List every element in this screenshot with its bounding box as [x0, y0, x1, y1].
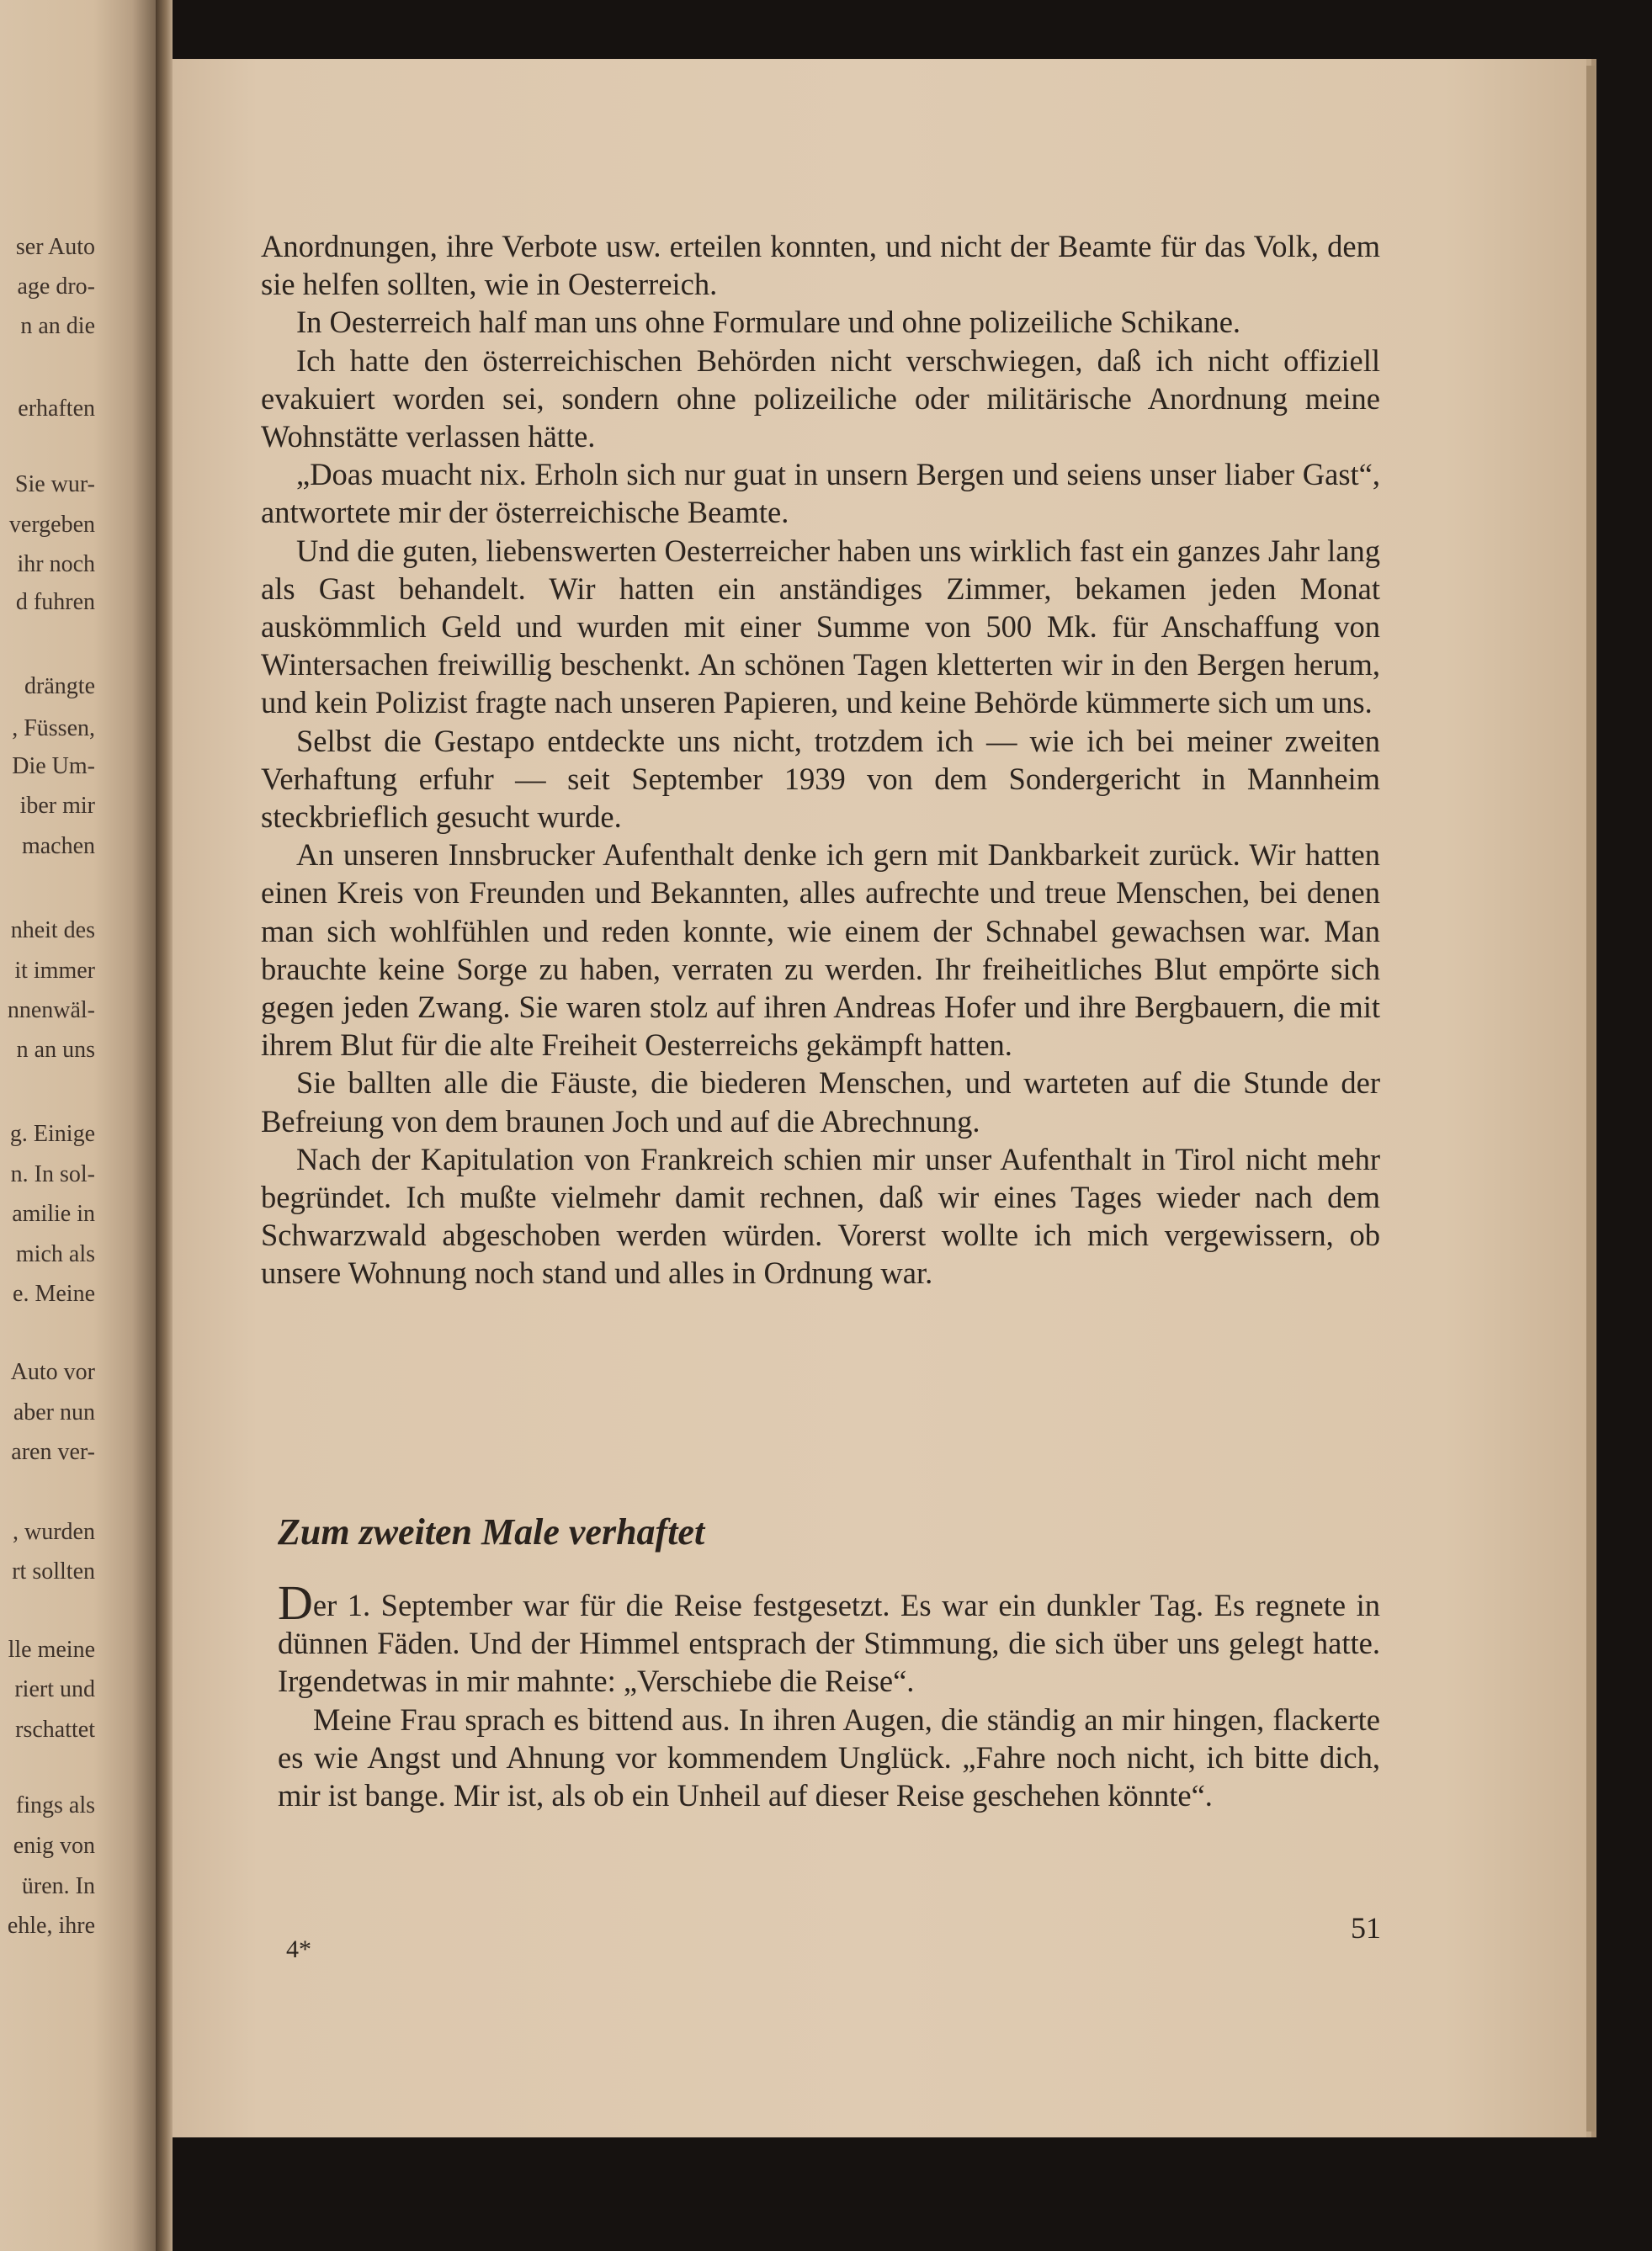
section-heading: Zum zweiten Male verhaftet: [278, 1511, 705, 1553]
paragraph: In Oesterreich half man uns ohne Formulare und ohne polizeiliche Schikane.: [296, 305, 1241, 340]
left-page-fragment: e. Meine: [13, 1281, 95, 1307]
paragraph: Nach der Kapitulation von Frankreich schien mir unser Aufenthalt in Tirol nicht mehr begründet. Ich mußte vielmehr damit rechnen, daß wir eines Tages wieder nach dem Schwarzwald abgeschoben werden würden. Vorerst wollte ich mich vergewissern, ob unsere Wohnung noch stand und alles in Ordnung war.: [261, 1141, 1380, 1291]
left-page-fragment: n an uns: [16, 1037, 95, 1063]
paragraph: Ich hatte den österreichischen Behörden nicht verschwiegen, daß ich nicht offiziell evakuiert worden sei, sondern ohne polizeiliche oder militärische Anordnung meine Wohnstätte verlassen hätte.: [261, 342, 1380, 454]
left-page-fragment: iber mir: [19, 793, 95, 819]
paragraph: Selbst die Gestapo entdeckte uns nicht, trotzdem ich — wie ich bei meiner zweiten Verhaftung erfuhr — seit September 1939 von dem Sondergericht in Mannheim steckbrieflich gesucht wurde.: [261, 723, 1380, 835]
left-page-fragment: aren ver-: [11, 1439, 95, 1465]
body-text: [261, 227, 1380, 1293]
left-page-fragment: machen: [21, 833, 95, 859]
drop-cap: D: [278, 1575, 313, 1630]
left-page-fragment: mich als: [15, 1241, 95, 1267]
paragraph: [278, 1575, 1380, 1701]
left-page-fragment: amilie in: [12, 1201, 95, 1227]
left-page-fragment: aber nun: [13, 1399, 95, 1425]
left-page-fragment: rt sollten: [12, 1558, 95, 1585]
left-page-fragment: rschattet: [15, 1717, 95, 1743]
book-gutter: [156, 0, 173, 2251]
paragraph: Sie ballten alle die Fäuste, die biederen Menschen, und warteten auf die Stunde der Befreiung von dem braunen Joch und auf die Abrechnung.: [261, 1065, 1380, 1139]
left-page-fragment: Auto vor: [10, 1359, 95, 1385]
left-page-fragment: n. In sol-: [10, 1161, 95, 1187]
left-page-fragment: , Füssen,: [12, 715, 95, 741]
left-page-fragment: Sie wur-: [14, 471, 95, 497]
left-page-fragment: g. Einige: [9, 1121, 95, 1147]
left-page-fragment: Die Um-: [12, 753, 95, 779]
paragraph: Meine Frau sprach es bittend aus. In ihren Augen, die ständig an mir hingen, flackerte es wie Angst und Ahnung vor kommendem Unglück. „Fahre noch nicht, ich bitte dich, mir ist bange. Mir ist, als ob ein Unheil auf dieser Reise geschehen könnte“.: [278, 1702, 1380, 1813]
left-page-fragment: enig von: [13, 1833, 95, 1859]
left-page-fragment: it immer: [14, 958, 95, 984]
left-page-fragment: nnenwäl-: [7, 997, 95, 1023]
left-page-fragment: erhaften: [18, 396, 95, 422]
left-page-fragment: nheit des: [10, 917, 95, 943]
paragraph: „Doas muacht nix. Erholn sich nur guat in unsern Bergen und seiens unser liaber Gast“, antwortete mir der österreichische Beamte.: [261, 457, 1380, 530]
page-edge: [1586, 66, 1595, 2132]
left-page-fragment: ser Auto: [15, 234, 95, 260]
section-text: [278, 1575, 1380, 1814]
left-page-fragment: ihr noch: [17, 551, 95, 577]
page-number: 51: [1351, 1911, 1381, 1945]
signature-mark: 4*: [286, 1935, 311, 1963]
left-page-fragment: , wurden: [13, 1519, 95, 1545]
paragraph: Und die guten, liebenswerten Oesterreicher haben uns wirklich fast ein ganzes Jahr lang als Gast behandelt. Wir hatten ein anständiges Zimmer, bekamen jeden Monat auskömmlich Geld und wurden mit einer Summe von 500 Mk. für Anschaffung von Wintersachen freiwillig beschenkt. An schönen Tagen kletterten wir in den Bergen herum, und kein Polizist fragte nach unseren Papieren, und keine Behörde kümmerte sich um uns.: [261, 533, 1380, 720]
left-page-fragment: d fuhren: [15, 589, 95, 615]
paragraph: An unseren Innsbrucker Aufenthalt denke ich gern mit Dankbarkeit zurück. Wir hatten einen Kreis von Freunden und Bekannten, alles aufrechte und treue Menschen, bei denen man sich wohlfühlen und reden konnte, wie einem der Schnabel gewachsen war. Man brauchte keine Sorge zu haben, verraten zu werden. Ihr freiheitliches Blut empörte sich gegen jeden Zwang. Sie waren stolz auf ihren Andreas Hofer und ihre Bergbauern, die mit ihrem Blut für die alte Freiheit Oesterreichs gekämpft hatten.: [261, 837, 1380, 1063]
left-page-fragment: lle meine: [8, 1637, 95, 1663]
paragraph: Anordnungen, ihre Verbote usw. erteilen konnten, und nicht der Beamte für das Volk, dem sie helfen sollten, wie in Oesterreich.: [261, 229, 1380, 302]
left-page-fragment: age dro-: [17, 273, 95, 300]
paragraph-rest: er 1. September war für die Reise festgesetzt. Es war ein dunkler Tag. Es regnete in dünnen Fäden. Und der Himmel entsprach der Stimmung, die sich über uns gelegt hatte. Irgendetwas in mir mahnte: „Verschiebe die Reise“.: [278, 1588, 1380, 1699]
left-page-fragment: vergeben: [8, 512, 95, 538]
left-page-fragment: drängte: [24, 673, 95, 699]
left-page-fragment: n an die: [20, 313, 95, 339]
left-page-fragment: ehle, ihre: [7, 1913, 95, 1939]
left-page-fragment: riert und: [14, 1676, 95, 1702]
left-page-fragment: fings als: [15, 1792, 95, 1818]
left-page-fragment: üren. In: [21, 1873, 95, 1899]
left-page-edge: [0, 0, 156, 2251]
